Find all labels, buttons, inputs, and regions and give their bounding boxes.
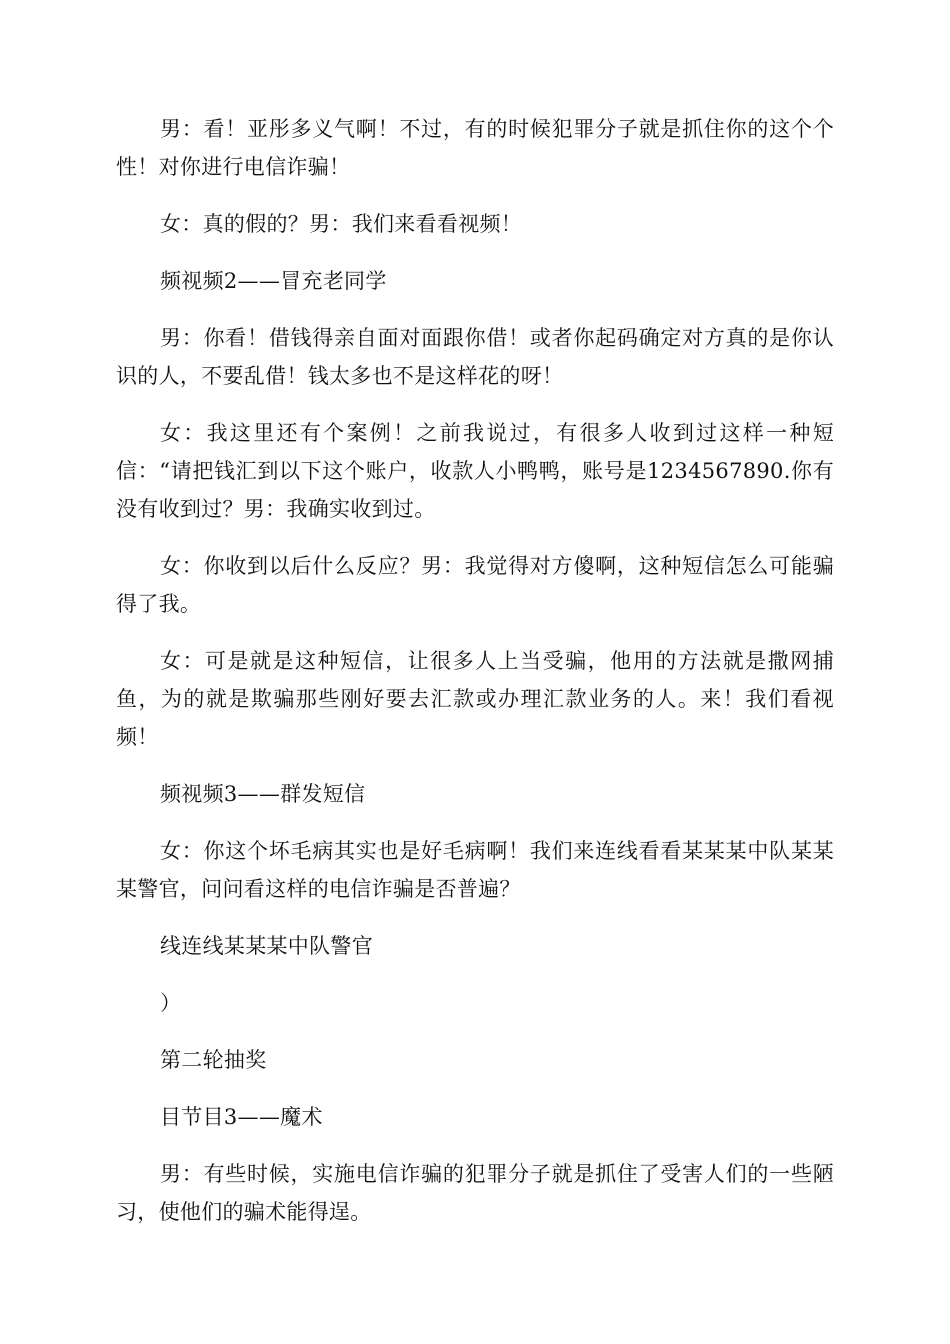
section-heading: 第二轮抽奖 [160, 1048, 267, 1072]
document-body [116, 110, 834, 1250]
paragraph: 女：我这里还有个案例！之前我说过，有很多人收到过这样一种短信：“请把钱汇到以下这个账户，收款人小鸭鸭，账号是1234567890.你有没有收到过？男：我确实收到过。 [116, 421, 834, 521]
section-heading: 频视频2——冒充老同学 [160, 269, 387, 293]
paragraph: 男：你看！借钱得亲自面对面跟你借！或者你起码确定对方真的是你认识的人，不要乱借！钱太多也不是这样花的呀！ [116, 326, 834, 388]
paragraph: ） [160, 991, 182, 1015]
section-heading: 线连线某某某中队警官 [160, 934, 373, 958]
section-heading: 频视频3——群发短信 [160, 782, 366, 806]
paragraph: 女：你这个坏毛病其实也是好毛病啊！我们来连线看看某某某中队某某某警官，问问看这样的电信诈骗是否普遍？ [116, 839, 834, 901]
paragraph: 女：可是就是这种短信，让很多人上当受骗，他用的方法就是撒网捕鱼，为的就是欺骗那些刚好要去汇款或办理汇款业务的人。来！我们看视频！ [116, 649, 834, 749]
paragraph: 男：看！亚彤多义气啊！不过，有的时候犯罪分子就是抓住你的这个个性！对你进行电信诈骗！ [116, 117, 834, 179]
paragraph: 女：你收到以后什么反应？男：我觉得对方傻啊，这种短信怎么可能骗得了我。 [116, 554, 834, 616]
section-heading: 目节目3——魔术 [160, 1105, 323, 1129]
paragraph: 男：有些时候，实施电信诈骗的犯罪分子就是抓住了受害人们的一些陋习，使他们的骗术能得逞。 [116, 1162, 834, 1224]
paragraph: 女：真的假的？男：我们来看看视频！ [160, 212, 523, 236]
